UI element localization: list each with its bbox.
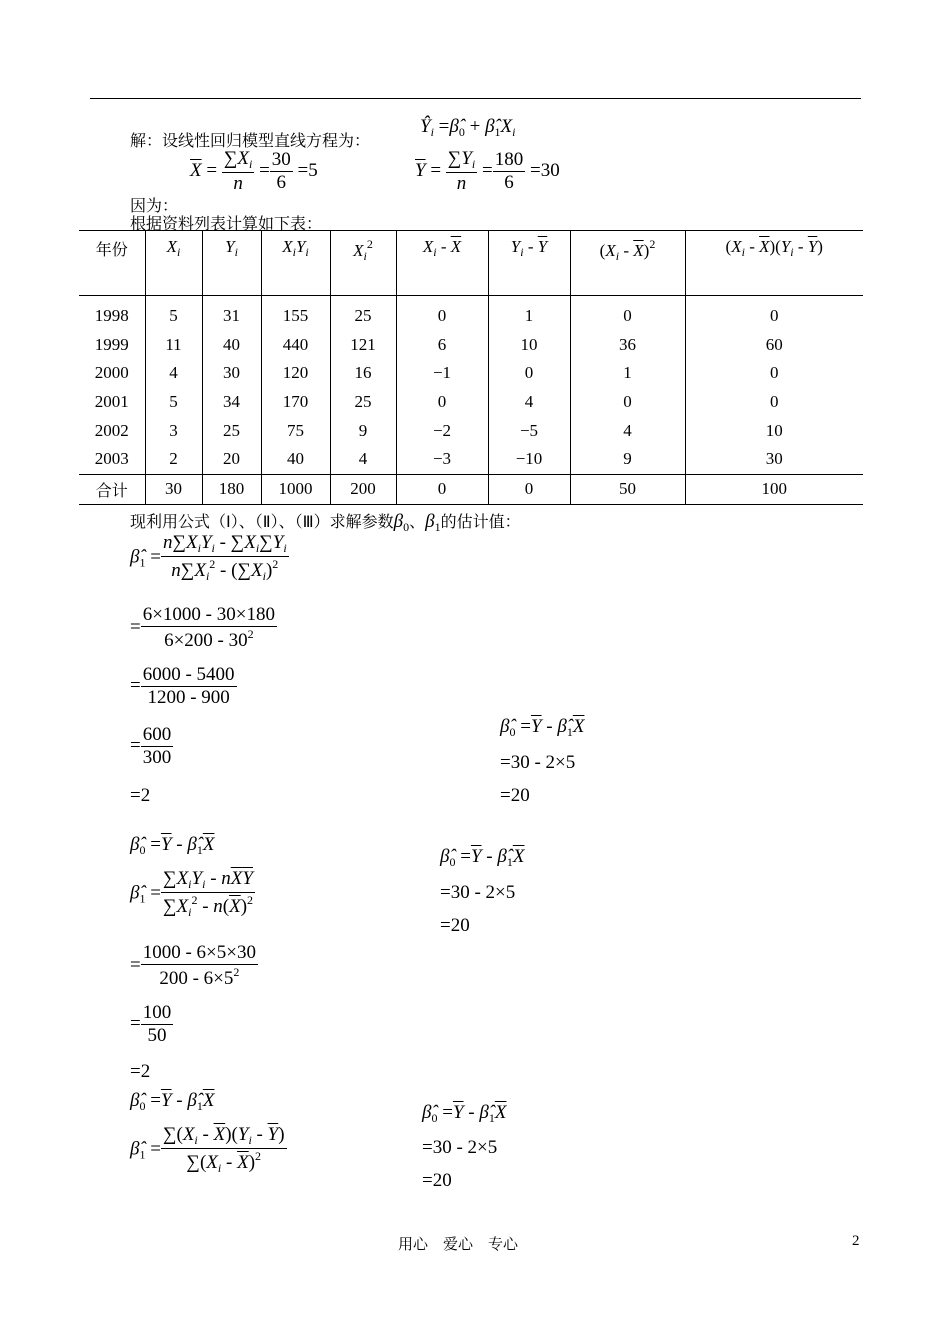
cell: 40 [202,331,261,360]
cell: 0 [396,474,488,504]
cell: 31 [202,296,261,331]
cell: 1000 [261,474,330,504]
cell: 120 [261,359,330,388]
cell: 155 [261,296,330,331]
cell: 9 [570,445,685,474]
cell: 4 [145,359,202,388]
method1-result: =2 [130,785,151,806]
cell: 4 [330,445,396,474]
method3-b0-formula: $\betâ_0 =\overline{Y}$ - $\betâ_1\overline{X}$ [130,1090,215,1113]
cell: 170 [261,388,330,417]
cell: 1 [570,359,685,388]
cell: 25 [202,416,261,445]
header-xi: $X_i$ [145,231,202,296]
cell: 2 [145,445,202,474]
header-xi-squared: $X_i^2$ [330,231,396,296]
table-row [79,445,863,474]
method2-b0-result: =20 [440,915,470,936]
cell: 2000 [79,359,145,388]
cell: 11 [145,331,202,360]
because-text: 因为： [130,196,179,215]
cell: 1998 [79,296,145,331]
footer-slogan: 用心 爱心 专心 [398,1235,519,1253]
method1-b0-result: =20 [500,785,530,806]
method1-b0-formula: $\betâ_0 =\overline{Y}$ - $\betâ_1\overline{X}$ [500,716,585,739]
cell: 0 [570,388,685,417]
cell: 180 [202,474,261,504]
cell: 3 [145,416,202,445]
cell: 0 [770,363,779,383]
method1-b0-step: =30 - 2×5 [500,752,576,773]
cell: 0 [770,392,779,412]
method2-b0-formula-side: $\betâ_0 =\overline{Y}$ - $\betâ_1\overline{X}$ [440,846,525,869]
cell: 9 [330,416,396,445]
cell: 0 [570,296,685,331]
cell: 25 [330,296,396,331]
table-intro-text: 根据资料列表计算如下表： [130,214,323,233]
cell: 40 [261,445,330,474]
table-row [79,416,863,445]
header-yi: $Y_i$ [202,231,261,296]
method1-b1-formula: $\betâ_1$ = $\frac{n\sum X_iY_i - \sum X_i\sum Y_i}{n\sum X_i^2 - (\sum X_i)^2}$ [130,532,287,583]
page-number: 2 [852,1233,860,1249]
cell: −5 [488,416,570,445]
cell: 200 [330,474,396,504]
cell: 0 [396,388,488,417]
header-year: 年份 [79,231,145,296]
method1-step3: = $\frac{600}{300}$ [130,724,172,768]
cell: 1999 [79,331,145,360]
cell: 60 [765,334,783,354]
header-xdev-squared: $(X_i - \overline{X})^2$ [570,231,685,296]
method2-b1-formula: $\betâ_1$ = $\frac{\sum X_iY_i - n\overline{X}\overline{Y}}{\sum X_i^2 - n(\overline{X})^2}$ [130,868,254,919]
data-table [79,230,863,505]
cell: −2 [396,416,488,445]
header-rule [90,98,861,99]
header-xiyi: $X_iY_i$ [261,231,330,296]
cell: 0 [770,306,779,326]
method1-step2: = $\frac{6000 - 5400}{1200 - 900}$ [130,664,235,708]
method3-b1-formula: $\betâ_1$ = $\frac{\sum(X_i - \overline{X})(Y_i - \overline{Y})}{\sum(X_i - \overline{X})^2}$ [130,1124,285,1175]
cell: −3 [396,445,488,474]
cell: 5 [145,296,202,331]
method2-b0-step: =30 - 2×5 [440,882,516,903]
cell: 121 [330,331,396,360]
cell: 30 [765,449,783,469]
table-header-row [79,231,863,296]
cell: 6 [396,331,488,360]
cell: 2003 [79,445,145,474]
cell: 0 [396,296,488,331]
cell: 0 [488,474,570,504]
cell: 0 [488,359,570,388]
table-total-row [79,474,863,504]
table-row [79,359,863,388]
cell: 30 [145,474,202,504]
regression-equation: $Ŷ_i$ $=\betâ_0$ + $\betâ_1X_i$ [420,116,516,139]
cell: 1 [488,296,570,331]
table-row [79,296,863,331]
table-row [79,388,863,417]
method3-b0-step: =30 - 2×5 [422,1137,498,1158]
cell: −10 [488,445,570,474]
cell: 4 [488,388,570,417]
method2-step1: = $\frac{1000 - 6\times 5\times 30}{200 - 6\times 5^2}$ [130,942,256,989]
formula-intro: 现利用公式（Ⅰ）、（Ⅱ）、（Ⅲ）求解参数$\beta_0$、$\beta_1$的估计值： [130,511,521,534]
cell: 50 [570,474,685,504]
cell: 4 [570,416,685,445]
cell: 2001 [79,388,145,417]
cell: 30 [202,359,261,388]
method3-b0-formula-side: $\betâ_0 =\overline{Y}$ - $\betâ_1\overline{X}$ [422,1102,507,1125]
cell: 2002 [79,416,145,445]
cell: 100 [685,474,863,504]
cell: 5 [145,388,202,417]
cell: 10 [765,420,783,440]
cell: 36 [570,331,685,360]
method2-b0-formula: $\betâ_0 =\overline{Y}$ - $\betâ_1\overline{X}$ [130,834,215,857]
mean-x-formula: $\overline{X}$ = $\frac{\sum X_i}{n}$ = $\frac{30}{6}$ =5 [190,148,318,194]
header-yi-minus-ybar: $Y_i - \overline{Y}$ [488,231,570,296]
method3-b0-result: =20 [422,1170,452,1191]
header-cross-product: $(X_i - \overline{X})(Y_i - \overline{Y})$ [685,231,863,296]
cell: 10 [488,331,570,360]
method1-step1: = $\frac{6\times 1000 - 30\times 180}{6\times 200 - 30^2}$ [130,604,275,651]
header-xi-minus-xbar: $X_i - \overline{X}$ [396,231,488,296]
cell: 75 [261,416,330,445]
intro-text: 解：设线性回归模型直线方程为： [130,131,371,150]
table-row [79,331,863,360]
cell: 440 [261,331,330,360]
cell: 34 [202,388,261,417]
method2-step2: = $\frac{100}{50}$ [130,1002,172,1046]
cell: 16 [330,359,396,388]
cell: 25 [330,388,396,417]
cell: 20 [202,445,261,474]
mean-y-formula: $\overline{Y}$ = $\frac{\sum Y_i}{n}$ = $\frac{180}{6}$ =30 [415,148,560,194]
method2-result: =2 [130,1061,151,1082]
cell: 合计 [79,474,145,504]
cell: −1 [396,359,488,388]
